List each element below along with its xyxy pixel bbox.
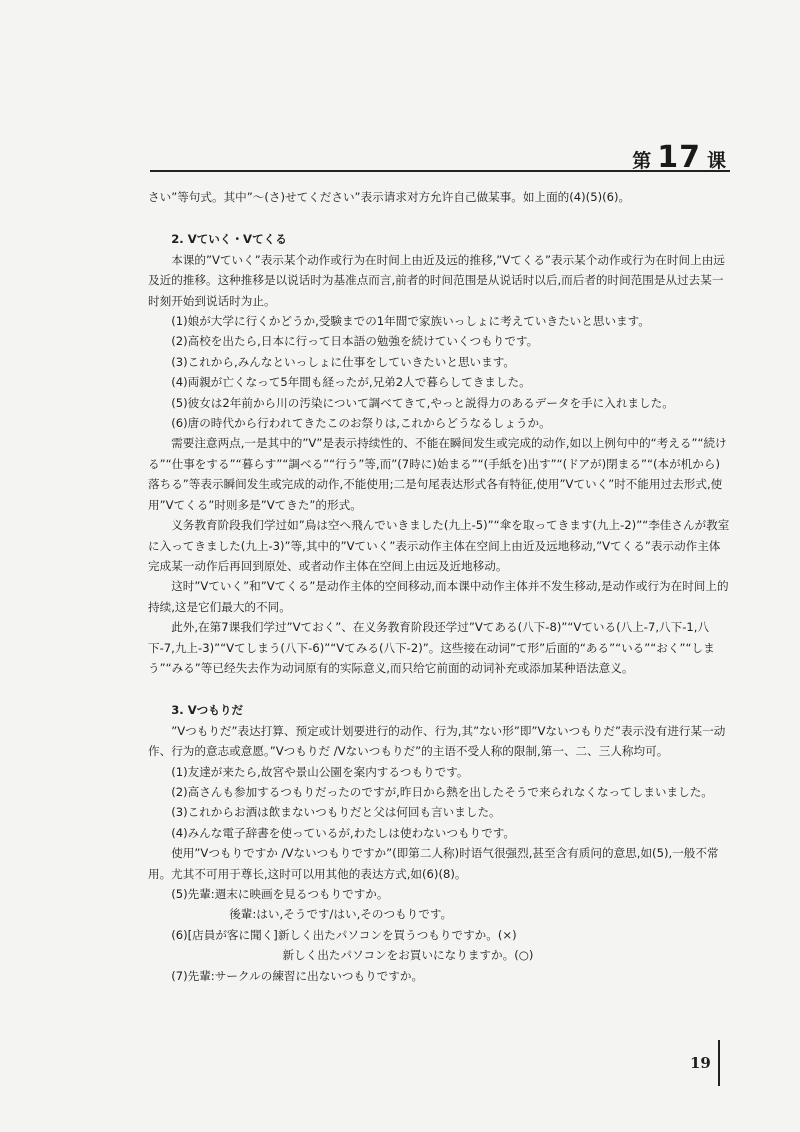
lesson-heading xyxy=(632,140,726,175)
page-number-rule xyxy=(718,1040,720,1086)
page-number: 19 xyxy=(690,1054,711,1072)
example-sentence: 新しく出たパソコンをお買いになりますか。(○) xyxy=(282,948,534,963)
section-title-2: 2. Ⅴていく・Ⅴてくる xyxy=(171,232,287,247)
page-body xyxy=(148,187,730,986)
example-sentence: (4)みんな電子辞書を使っているが,わたしは使わないつもりです。 xyxy=(171,825,515,840)
example-sentence: (5)彼女は2年前から川の汚染について調べてきて,やっと説得力のあるデータを手に入れました。 xyxy=(171,395,674,410)
example-sentence: (3)これから,みんなといっしょに仕事をしていきたいと思います。 xyxy=(171,354,515,369)
example-sentence: (3)これからお酒は飲まないつもりだと父は何回も言いました。 xyxy=(171,805,501,820)
paragraph: 使用”Ⅴつもりですか /Ⅴないつもりですか”(即第二人称)时语气很强烈,甚至含有质问的意思,如(5),一般不常用。尤其不可用于尊长,这时可以用其他的表达方式,如(6)(8)。 xyxy=(148,846,719,881)
paragraph: 本课的”Ⅴていく”表示某个动作或行为在时间上由近及远的推移,”Ⅴてくる”表示某个动作或行为在时间上由远及近的推移。这种推移是以说话时为基准点而言,前者的时间范围是从说话时以后,而后者的时间范围是从过去某一时刻开始到说话时为止。 xyxy=(148,252,725,308)
paragraph: ”Ⅴつもりだ”表达打算、预定或计划要进行的动作、行为,其”ない形”即”Ⅴないつもりだ”表示没有进行某一动作、行为的意志或意愿。”Ⅴつもりだ /Ⅴないつもりだ”的主语不受人称的限制,第一、二、三人称均可。 xyxy=(148,723,726,759)
example-sentence: (6)[店員が客に聞く]新しく出たパソコンを買うつもりですか。(×) xyxy=(171,927,517,942)
example-sentence: (1)友達が来たら,故宮や景山公園を案内するつもりです。 xyxy=(171,764,469,779)
paragraph: 义务教育阶段我们学过如”鳥は空へ飛んでいきました(九上-5)”“傘を取ってきます(九上-2)”“李佳さんが教室に入ってきました(九上-3)”等,其中的”Ⅴていく”表示动作主体在空间上由近及远地移动,”Ⅴてくる”表示动作主体完成某一动作后再回到原处、或者动作主体在空间上由远及近地移动。 xyxy=(148,518,730,573)
example-sentence: (1)娘が大学に行くかどうか,受験までの1年間で家族いっしょに考えていきたいと思います。 xyxy=(171,314,650,329)
example-sentence: (7)先輩:サークルの練習に出ないつもりですか。 xyxy=(171,968,424,983)
example-sentence: 後輩:はい,そうです/はい,そのつもりです。 xyxy=(229,907,453,922)
example-sentence: (5)先輩:週末に映画を見るつもりですか。 xyxy=(171,887,389,901)
paragraph: 需要注意两点,一是其中的”Ⅴ”是表示持续性的、不能在瞬间发生或完成的动作,如以上例句中的“考える”“続ける”“仕事をする”“暮らす”“調べる”“行う”等,而”(7時に)始まる”“(手紙を)出す”“(ドアが)閉まる”“(本が机から)落ちる”等表示瞬间发生或完成的动作,不能使用;二是句尾表达形式各有特征,使用”Ⅴていく”时不能用过去形式,使用”Ⅴてくる”时则多是”Ⅴてきた”的形式。 xyxy=(148,436,727,512)
example-sentence: (6)唐の時代から行われてきたこのお祭りは,これからどうなるしょうか。 xyxy=(171,416,551,431)
example-sentence: (4)両親が亡くなって5年間も経ったが,兄弟2人で暮らしてきました。 xyxy=(171,375,531,390)
example-sentence: (2)高さんも参加するつもりだったのですが,昨日から熱を出したそうで来られなくなってしまいました。 xyxy=(171,784,713,799)
body-line: さい”等句式。其中”～(さ)せてください”表示请求对方允许自己做某事。如上面的(4)(5)(6)。 xyxy=(148,190,631,204)
example-sentence: (2)高校を出たら,日本に行って日本語の勉強を続けていくつもりです。 xyxy=(171,334,539,349)
lesson-prefix: 第 xyxy=(632,150,652,172)
paragraph: 此外,在第7课我们学过”Ⅴておく”、在义务教育阶段还学过”Ⅴてある(八下-8)”“Ⅴている(八上-7,八下-1,八下-7,九上-3)”“Ⅴてしまう(八下-6)”“Ⅴてみる(八下-2)”。这些接在动词”て形”后面的“ある”“いる”“おく”“しまう”“みる”等已经失去作为动词原有的实际意义,而只给它前面的动词补充或添加某种语法意义。 xyxy=(148,620,715,675)
lesson-suffix: 课 xyxy=(706,150,726,172)
section-title-3: 3. Ⅴつもりだ xyxy=(171,703,244,718)
lesson-number: 17 xyxy=(657,140,701,175)
paragraph: 这时”Ⅴていく”和”Ⅴてくる”是动作主体的空间移动,而本课中动作主体并不发生移动,是动作或行为在时间上的持续,这是它们最大的不同。 xyxy=(148,579,729,614)
